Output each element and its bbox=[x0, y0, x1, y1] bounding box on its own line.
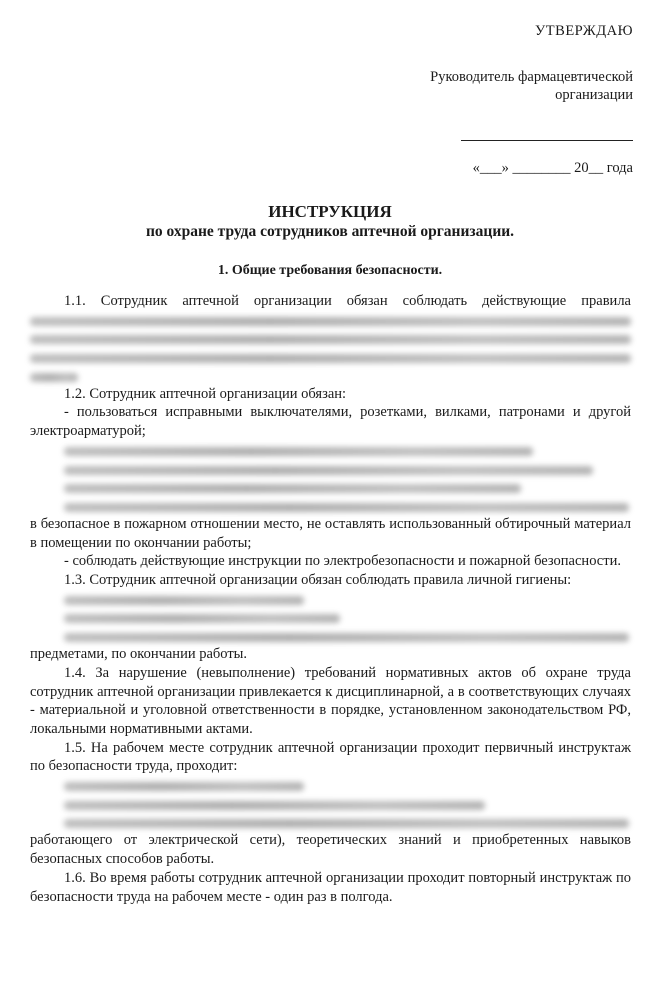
approval-block bbox=[430, 22, 633, 177]
approval-position-line1: Руководитель фармацевтической bbox=[430, 69, 633, 85]
paragraph-1-4: 1.4. За нарушение (невыполнение) требований нормативных актов об охране труда сотрудник аптечной организации привлекается к дисциплинарной, а в соответствующих случаях - материальной и уголовной ответственности в порядке, установленном законодательством РФ, локальными нормативными актами. bbox=[30, 664, 631, 737]
paragraph-1-2-head: 1.2. Сотрудник аптечной организации обязан: bbox=[64, 385, 347, 402]
blurred-line bbox=[30, 354, 631, 363]
blurred-line bbox=[64, 447, 533, 456]
signature-line bbox=[461, 140, 633, 141]
blurred-line bbox=[30, 373, 78, 382]
blurred-line bbox=[64, 466, 593, 475]
approval-date: «___» ________ 20__ года bbox=[472, 160, 633, 176]
blurred-line bbox=[64, 614, 340, 623]
paragraph-1-2-item-last: - соблюдать действующие инструкции по электробезопасности и пожарной безопасности. bbox=[64, 553, 621, 570]
paragraph-1-2-continued: в безопасное в пожарном отношении место, не оставлять использованный обтирочный материал в помещении по окончании работы; bbox=[30, 515, 631, 551]
blurred-line bbox=[30, 335, 631, 344]
document-title: ИНСТРУКЦИЯ bbox=[268, 202, 392, 221]
blurred-line bbox=[64, 801, 485, 810]
paragraph-1-5-head: 1.5. На рабочем месте сотрудник аптечной организации проходит первичный инструктаж по безопасности труда, проходит: bbox=[30, 739, 631, 775]
section-heading: 1. Общие требования безопасности. bbox=[217, 263, 443, 278]
paragraph-1-2-item: - пользоваться исправными выключателями, розетками, вилками, патронами и другой электроарматурой; bbox=[30, 404, 631, 440]
document-subtitle: по охране труда сотрудников аптечной организации. bbox=[145, 223, 515, 240]
paragraph-1-3-head: 1.3. Сотрудник аптечной организации обязан соблюдать правила личной гигиены: bbox=[64, 572, 572, 589]
paragraph-1-6: 1.6. Во время работы сотрудник аптечной организации проходит повторный инструктаж по безопасности труда на рабочем месте - один раз в полгода. bbox=[30, 869, 631, 905]
blurred-line bbox=[30, 317, 631, 326]
blurred-line bbox=[64, 819, 629, 828]
paragraph-1-1: 1.1. Сотрудник аптечной организации обязан соблюдать действующие правила bbox=[64, 293, 631, 309]
blurred-line bbox=[64, 484, 521, 493]
blurred-text-block bbox=[30, 317, 631, 382]
blurred-line bbox=[64, 782, 304, 791]
approval-title: УТВЕРЖДАЮ bbox=[535, 23, 633, 39]
blurred-line bbox=[64, 503, 629, 512]
document-body bbox=[30, 292, 631, 906]
blurred-text-block bbox=[30, 447, 631, 512]
blurred-line bbox=[64, 596, 304, 605]
paragraph-1-3-continued: предметами, по окончании работы. bbox=[30, 646, 248, 663]
paragraph-1-5-continued: работающего от электрической сети), теоретических знаний и приобретенных навыков безопасных способов работы. bbox=[30, 832, 631, 868]
approval-position-line2: организации bbox=[555, 87, 633, 103]
blurred-text-block bbox=[30, 596, 631, 642]
blurred-text-block bbox=[30, 782, 631, 828]
blurred-line bbox=[64, 633, 629, 642]
